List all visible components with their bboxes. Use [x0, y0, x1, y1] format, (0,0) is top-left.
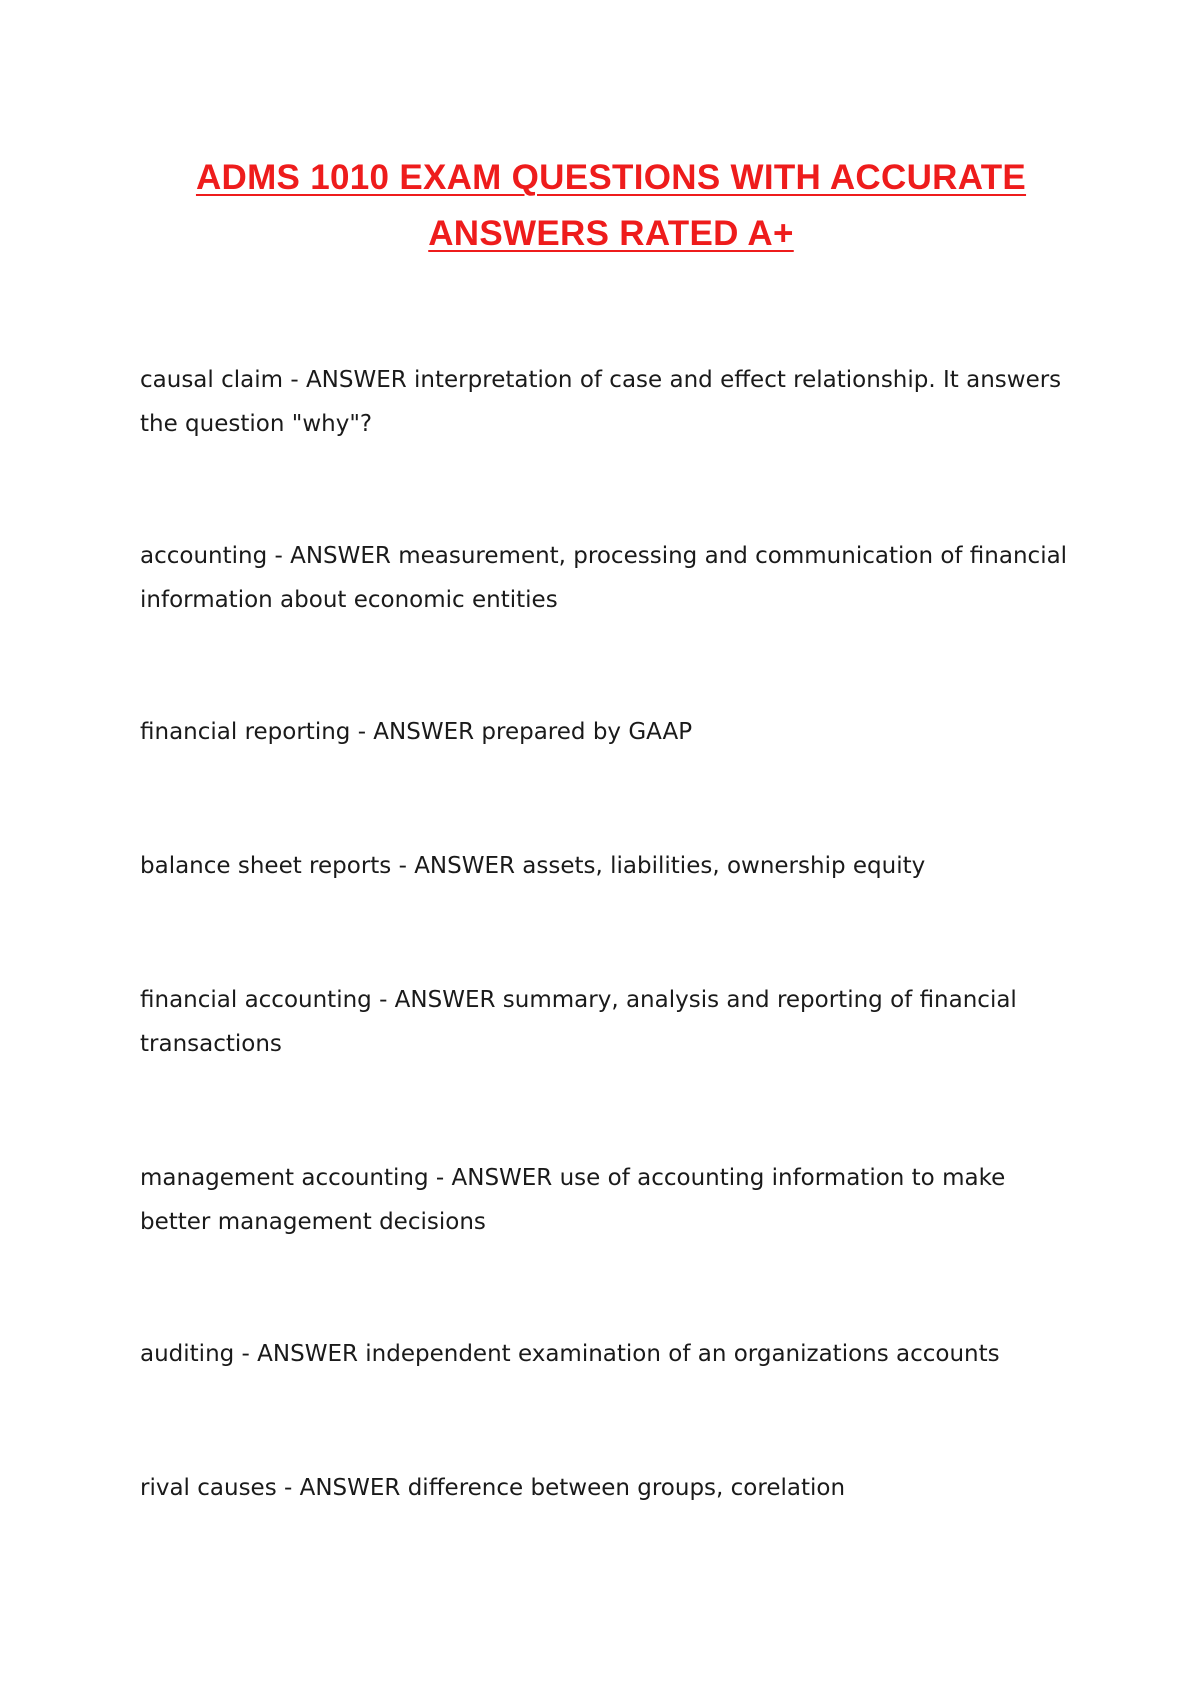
qa-item: financial reporting - ANSWER prepared by GAAP	[140, 719, 693, 745]
qa-item: accounting - ANSWER measurement, processing and communication of financial information about economic entities	[140, 543, 1068, 613]
page-title	[140, 150, 1070, 262]
qa-item: causal claim - ANSWER interpretation of case and effect relationship. It answers the question "why"?	[140, 367, 1062, 437]
title-line-1: ADMS 1010 EXAM QUESTIONS WITH ACCURATE	[195, 158, 1027, 197]
qa-item: auditing - ANSWER independent examination of an organizations accounts	[140, 1341, 1000, 1367]
qa-item: financial accounting - ANSWER summary, analysis and reporting of financial transactions	[140, 987, 1017, 1057]
qa-item: rival causes - ANSWER difference between groups, corelation	[140, 1475, 846, 1501]
qa-item: management accounting - ANSWER use of accounting information to make better management decisions	[140, 1165, 1006, 1235]
qa-item: balance sheet reports - ANSWER assets, liabilities, ownership equity	[140, 853, 926, 879]
title-line-2: ANSWERS RATED A+	[428, 214, 794, 253]
qa-list	[140, 358, 1070, 1510]
